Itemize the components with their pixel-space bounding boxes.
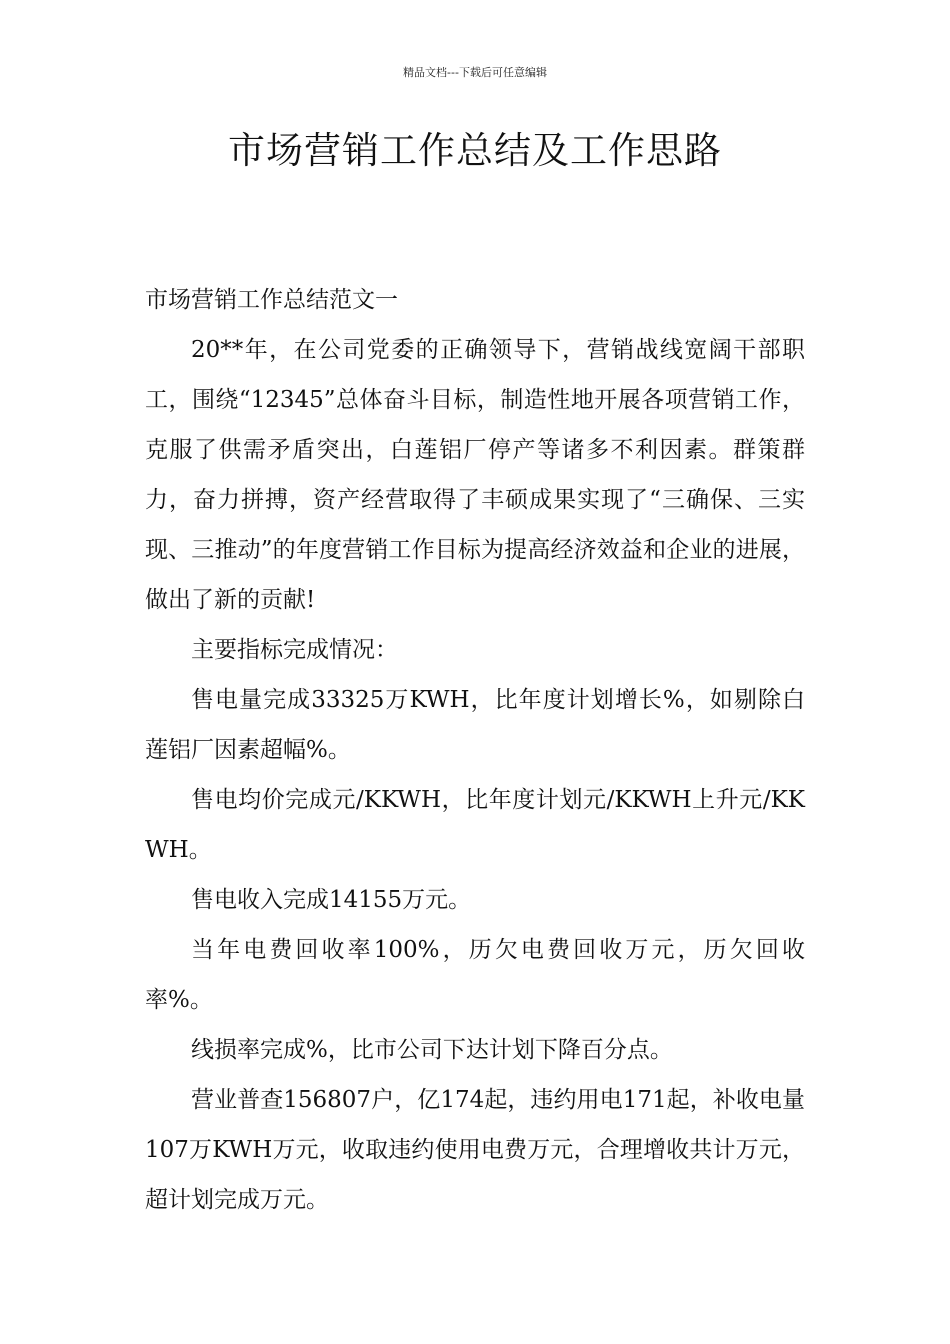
header-note: 精品文档---下载后可任意编辑 xyxy=(403,66,547,79)
document-body xyxy=(145,275,805,1225)
paragraph-business-survey: 营业普查156807户，亿174起，违约用电171起，补收电量107万KWH万元，收取违约使用电费万元，合理增收共计万元，超计划完成万元。 xyxy=(145,1087,805,1213)
paragraph-sales-volume: 售电量完成33325万KWH，比年度计划增长%，如剔除白莲铝厂因素超幅%。 xyxy=(145,687,805,763)
paragraph-sales-revenue: 售电收入完成14155万元。 xyxy=(191,887,472,913)
section-heading: 市场营销工作总结范文一 xyxy=(145,287,398,313)
paragraph-indicators-heading: 主要指标完成情况： xyxy=(191,637,398,663)
document-title: 市场营销工作总结及工作思路 xyxy=(228,129,722,172)
paragraph-line-loss: 线损率完成%，比市公司下达计划下降百分点。 xyxy=(191,1037,673,1063)
paragraph-fee-recovery: 当年电费回收率100%，历欠电费回收万元，历欠回收率%。 xyxy=(145,937,805,1013)
paragraph-intro: 20**年，在公司党委的正确领导下，营销战线宽阔干部职工，围绕“12345”总体奋斗目标，制造性地开展各项营销工作，克服了供需矛盾突出，白莲铝厂停产等诸多不利因素。群策群力，奋力拼搏，资产经营取得了丰硕成果实现了“三确保、三实现、三推动”的年度营销工作目标为提高经济效益和企业的进展，做出了新的贡献! xyxy=(145,337,805,613)
paragraph-average-price: 售电均价完成元/KKWH，比年度计划元/KKWH上升元/KKWH。 xyxy=(145,787,805,863)
